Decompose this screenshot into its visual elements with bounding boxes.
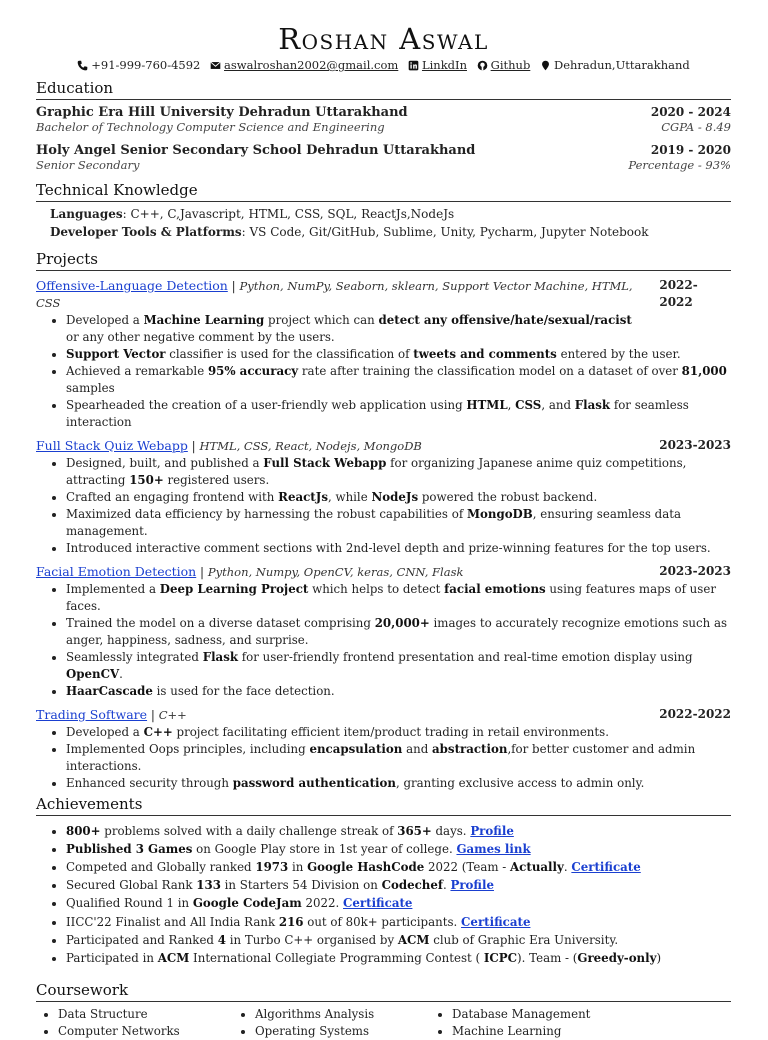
linkedin-icon xyxy=(408,60,419,71)
degree-name: Senior Secondary xyxy=(36,157,140,172)
list-item: • Maximized data efficiency by harnessing the robust capabilities of MongoDB, ensuring seamless data management. xyxy=(66,506,731,540)
github-icon xyxy=(477,60,488,71)
list-item: • Participated in ACM International Collegiate Programming Contest ( ICPC). Team - (Greedy-only) xyxy=(66,949,731,967)
list-item: • Published 3 Games on Google Play store in 1st year of college. Games link xyxy=(66,840,731,858)
languages-value: : C++, C,Javascript, HTML, CSS, SQL, ReactJs,NodeJs xyxy=(122,206,455,221)
institution-name: Graphic Era Hill University Dehradun Uttarakhand xyxy=(36,104,408,120)
languages-label: Languages xyxy=(50,206,123,221)
list-item: • Competed and Globally ranked 1973 in Google HashCode 2022 (Team - Actually. Certificate xyxy=(66,858,731,876)
list-item: • Computer Networks xyxy=(58,1023,233,1040)
project-link[interactable]: Trading Software xyxy=(36,706,148,722)
project-header: Offensive-Language Detection | Python, NumPy, Seaborn, sklearn, Support Vector Machine, HTML, CSS 2022-2022 xyxy=(36,277,731,312)
project-header: Facial Emotion Detection | Python, Numpy, OpenCV, keras, CNN, Flask 2023-2023 xyxy=(36,563,731,579)
certificate-link[interactable]: Certificate xyxy=(461,914,531,929)
envelope-icon xyxy=(210,60,221,71)
list-item: • Support Vector classifier is used for the classification of tweets and comments entered by the user. xyxy=(66,346,731,363)
list-item: • 800+ problems solved with a daily challenge streak of 365+ days. Profile xyxy=(66,822,731,840)
projects-heading: Projects xyxy=(36,250,731,271)
project-header: Trading Software | C++ 2022-2022 xyxy=(36,706,731,722)
education-heading: Education xyxy=(36,79,731,100)
list-item: • Developed a C++ project facilitating efficient item/product trading in retail environments. xyxy=(66,724,731,741)
project-bullets xyxy=(36,312,731,431)
certificate-link[interactable]: Certificate xyxy=(343,896,413,911)
list-item: • Introduced interactive comment sections with 2nd-level depth and prize-winning features for the top users. xyxy=(66,540,731,557)
coursework-heading: Coursework xyxy=(36,981,731,1002)
institution-name: Holy Angel Senior Secondary School Dehradun Uttarakhand xyxy=(36,142,476,158)
certificate-link[interactable]: Certificate xyxy=(571,859,641,874)
list-item: • Database Management xyxy=(452,1006,590,1023)
project-bullets xyxy=(36,455,731,557)
languages-line xyxy=(50,205,731,223)
tools-label: Developer Tools & Platforms xyxy=(50,224,242,239)
list-item: • Data Structure xyxy=(58,1006,233,1023)
project-years: 2022-2022 xyxy=(659,706,731,721)
email-item[interactable] xyxy=(210,57,398,73)
games-link[interactable]: Games link xyxy=(456,841,531,856)
project-tech: Python, Numpy, OpenCV, keras, CNN, Flask xyxy=(207,564,464,579)
resume-page xyxy=(36,22,731,1040)
education-entry xyxy=(36,105,731,135)
list-item: • Participated and Ranked 4 in Turbo C++ organised by ACM club of Graphic Era University. xyxy=(66,931,731,949)
list-item: • Achieved a remarkable 95% accuracy rate after training the classification model on a dataset of over 81,000 samples xyxy=(66,363,731,397)
profile-link[interactable]: Profile xyxy=(470,823,514,838)
list-item: • Algorithms Analysis xyxy=(255,1006,430,1023)
project-tech: HTML, CSS, React, Nodejs, MongoDB xyxy=(199,438,422,453)
project-years: 2022-2022 xyxy=(659,277,698,309)
project-years: 2023-2023 xyxy=(659,563,731,578)
project-header: Full Stack Quiz Webapp | HTML, CSS, React, Nodejs, MongoDB 2023-2023 xyxy=(36,437,731,453)
project-link[interactable]: Full Stack Quiz Webapp xyxy=(36,437,188,453)
list-item: • Seamlessly integrated Flask for user-friendly frontend presentation and real-time emotion display using OpenCV. xyxy=(66,649,731,683)
project-link[interactable]: Facial Emotion Detection xyxy=(36,563,197,579)
list-item: • Designed, built, and published a Full Stack Webapp for organizing Japanese anime quiz competitions, attracting 150+ registered users. xyxy=(66,455,731,489)
education-entry xyxy=(36,143,731,173)
coursework-grid xyxy=(36,1006,731,1040)
phone-icon xyxy=(77,60,88,71)
education-years: 2020 - 2024 xyxy=(650,104,731,119)
list-item: • Developed a Machine Learning project which can detect any offensive/hate/sexual/racist or any other negative comment by the users. xyxy=(66,312,731,346)
education-score: CGPA - 8.49 xyxy=(661,119,731,134)
phone-number: +91-999-760-4592 xyxy=(91,58,201,72)
list-item: • Spearheaded the creation of a user-friendly web application using HTML, CSS, and Flask for seamless interaction xyxy=(66,397,731,431)
list-item: • IICC'22 Finalist and All India Rank 216 out of 80k+ participants. Certificate xyxy=(66,913,731,931)
skills-heading: Technical Knowledge xyxy=(36,181,731,202)
list-item: • Operating Systems xyxy=(255,1023,430,1040)
linkedin-item[interactable] xyxy=(408,57,467,73)
list-item: • Implemented a Deep Learning Project which helps to detect facial emotions using features maps of user faces. xyxy=(66,581,731,615)
linkedin-link[interactable]: LinkdIn xyxy=(421,58,467,72)
list-item: • HaarCascade is used for the face detection. xyxy=(66,683,731,700)
candidate-name: Roshan Aswal xyxy=(278,22,489,56)
achievements-list xyxy=(36,822,731,968)
coursework-column xyxy=(36,1006,233,1040)
location-text: Dehradun,Uttarakhand xyxy=(553,58,690,72)
profile-link[interactable]: Profile xyxy=(450,878,494,893)
education-years: 2019 - 2020 xyxy=(650,142,731,157)
list-item: • Qualified Round 1 in Google CodeJam 2022. Certificate xyxy=(66,894,731,912)
email-link[interactable]: aswalroshan2002@gmail.com xyxy=(224,58,399,72)
achievements-heading: Achievements xyxy=(36,795,731,816)
list-item: • Crafted an engaging frontend with ReactJs, while NodeJs powered the robust backend. xyxy=(66,489,731,506)
contact-bar xyxy=(36,57,731,75)
project-years: 2023-2023 xyxy=(659,437,731,452)
degree-name: Bachelor of Technology Computer Science and Engineering xyxy=(36,119,385,134)
github-link[interactable]: Github xyxy=(490,58,531,72)
project-tech: C++ xyxy=(158,707,187,722)
project-tech: Python, NumPy, Seaborn, sklearn, Support Vector Machine, HTML, CSS xyxy=(36,278,633,310)
tools-line xyxy=(50,223,731,241)
map-pin-icon xyxy=(540,60,551,71)
coursework-column xyxy=(430,1006,590,1040)
list-item: • Trained the model on a diverse dataset comprising 20,000+ images to accurately recognize emotions such as anger, happiness, sadness, and surprise. xyxy=(66,615,731,649)
project-bullets xyxy=(36,724,731,792)
project-bullets xyxy=(36,581,731,700)
github-item[interactable] xyxy=(477,57,531,73)
list-item: • Enhanced security through password authentication, granting exclusive access to admin only. xyxy=(66,775,731,792)
list-item: • Machine Learning xyxy=(452,1023,590,1040)
coursework-column xyxy=(233,1006,430,1040)
phone-item xyxy=(77,57,200,73)
education-score: Percentage - 93% xyxy=(628,157,731,172)
location-item xyxy=(540,57,690,73)
project-link[interactable]: Offensive-Language Detection xyxy=(36,277,228,293)
tools-value: : VS Code, Git/GitHub, Sublime, Unity, Pycharm, Jupyter Notebook xyxy=(241,224,649,239)
list-item: • Secured Global Rank 133 in Starters 54 Division on Codechef. Profile xyxy=(66,876,731,894)
list-item: • Implemented Oops principles, including encapsulation and abstraction,for better customer and admin interactions. xyxy=(66,741,731,775)
